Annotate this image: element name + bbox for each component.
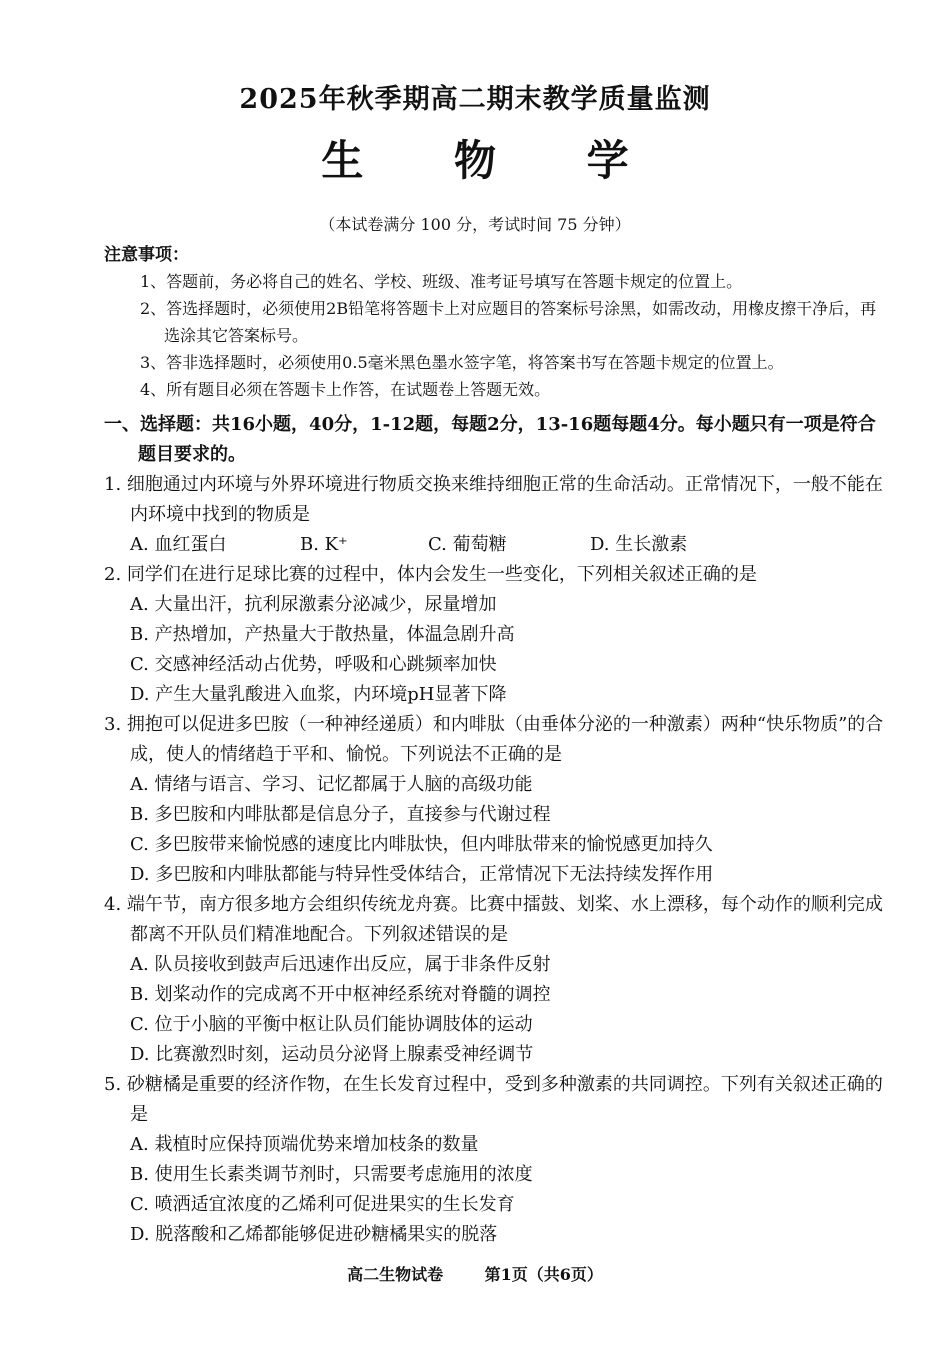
notice-item: 1、答题前，务必将自己的姓名、学校、班级、准考证号填写在答题卡规定的位置上。 (140, 272, 743, 291)
option-d: D. 产生大量乳酸进入血浆，内环境pH显著下降 (130, 684, 507, 705)
page-footer (0, 1262, 950, 1288)
section-heading: 一、选择题：共16小题，40分，1-12题，每题2分，13-16题每题4分。每小题只有一项是符合题目要求的。 (104, 414, 876, 465)
option-d: D. 多巴胺和内啡肽都能与特异性受体结合，正常情况下无法持续发挥作用 (130, 864, 714, 885)
exam-title: 2025年秋季期高二期末教学质量监测 (239, 84, 711, 115)
option-c: C. 交感神经活动占优势，呼吸和心跳频率加快 (130, 654, 497, 675)
option-a: A. 血红蛋白 (130, 534, 227, 555)
question-4 (104, 890, 884, 1070)
option-row (104, 530, 884, 560)
option-a: A. 情绪与语言、学习、记忆都属于人脑的高级功能 (130, 774, 533, 795)
footer-page-info: 第1页（共6页） (484, 1265, 603, 1284)
question-stem: 4. 端午节，南方很多地方会组织传统龙舟赛。比赛中擂鼓、划桨、水上漂移，每个动作的顺利完成都离不开队员们精准地配合。下列叙述错误的是 (104, 894, 883, 945)
question-stem: 3. 拥抱可以促进多巴胺（一种神经递质）和内啡肽（由垂体分泌的一种激素）两种“快乐物质”的合成，使人的情绪趋于平和、愉悦。下列说法不正确的是 (104, 714, 884, 765)
notice-list (104, 268, 884, 403)
question-list (104, 470, 884, 1250)
question-1 (104, 470, 884, 560)
option-c: C. 位于小脑的平衡中枢让队员们能协调肢体的运动 (130, 1014, 533, 1035)
notice-item: 3、答非选择题时，必须使用0.5毫米黑色墨水签字笔，将答案书写在答题卡规定的位置上。 (140, 353, 784, 372)
question-2 (104, 560, 884, 710)
subject-title: 生 物 学 (321, 136, 667, 185)
option-b: B. 使用生长素类调节剂时，只需要考虑施用的浓度 (130, 1164, 533, 1185)
question-5 (104, 1070, 884, 1250)
notice-item: 4、所有题目必须在答题卡上作答，在试题卷上答题无效。 (140, 380, 551, 399)
footer-paper-name: 高二生物试卷 (347, 1265, 444, 1284)
option-d: D. 脱落酸和乙烯都能够促进砂糖橘果实的脱落 (130, 1224, 498, 1245)
notice-item: 2、答选择题时，必须使用2B铅笔将答题卡上对应题目的答案标号涂黑，如需改动，用橡皮擦干净后，再选涂其它答案标号。 (140, 299, 877, 345)
option-c: C. 喷洒适宜浓度的乙烯利可促进果实的生长发育 (130, 1194, 515, 1215)
question-stem: 5. 砂糖橘是重要的经济作物，在生长发育过程中，受到多种激素的共同调控。下列有关叙述正确的是 (104, 1074, 883, 1125)
option-b: B. 划桨动作的完成离不开中枢神经系统对脊髓的调控 (130, 984, 551, 1005)
question-3 (104, 710, 884, 890)
option-a: A. 栽植时应保持顶端优势来增加枝条的数量 (130, 1134, 479, 1155)
exam-info: （本试卷满分 100 分，考试时间 75 分钟） (319, 215, 631, 234)
option-a: A. 大量出汗，抗利尿激素分泌减少，尿量增加 (130, 594, 497, 615)
option-d: D. 生长激素 (590, 534, 688, 555)
question-stem: 1. 细胞通过内环境与外界环境进行物质交换来维持细胞正常的生命活动。正常情况下，一般不能在内环境中找到的物质是 (104, 474, 883, 525)
notice-heading: 注意事项： (104, 245, 189, 265)
question-stem: 2. 同学们在进行足球比赛的过程中，体内会发生一些变化，下列相关叙述正确的是 (104, 564, 757, 585)
notice-block (104, 242, 884, 403)
option-d: D. 比赛激烈时刻，运动员分泌肾上腺素受神经调节 (130, 1044, 534, 1065)
option-b: B. K⁺ (300, 534, 348, 555)
option-c: C. 葡萄糖 (428, 534, 507, 555)
option-c: C. 多巴胺带来愉悦感的速度比内啡肽快，但内啡肽带来的愉悦感更加持久 (130, 834, 713, 855)
option-b: B. 多巴胺和内啡肽都是信息分子，直接参与代谢过程 (130, 804, 551, 825)
option-a: A. 队员接收到鼓声后迅速作出反应，属于非条件反射 (130, 954, 551, 975)
option-b: B. 产热增加，产热量大于散热量，体温急剧升高 (130, 624, 515, 645)
